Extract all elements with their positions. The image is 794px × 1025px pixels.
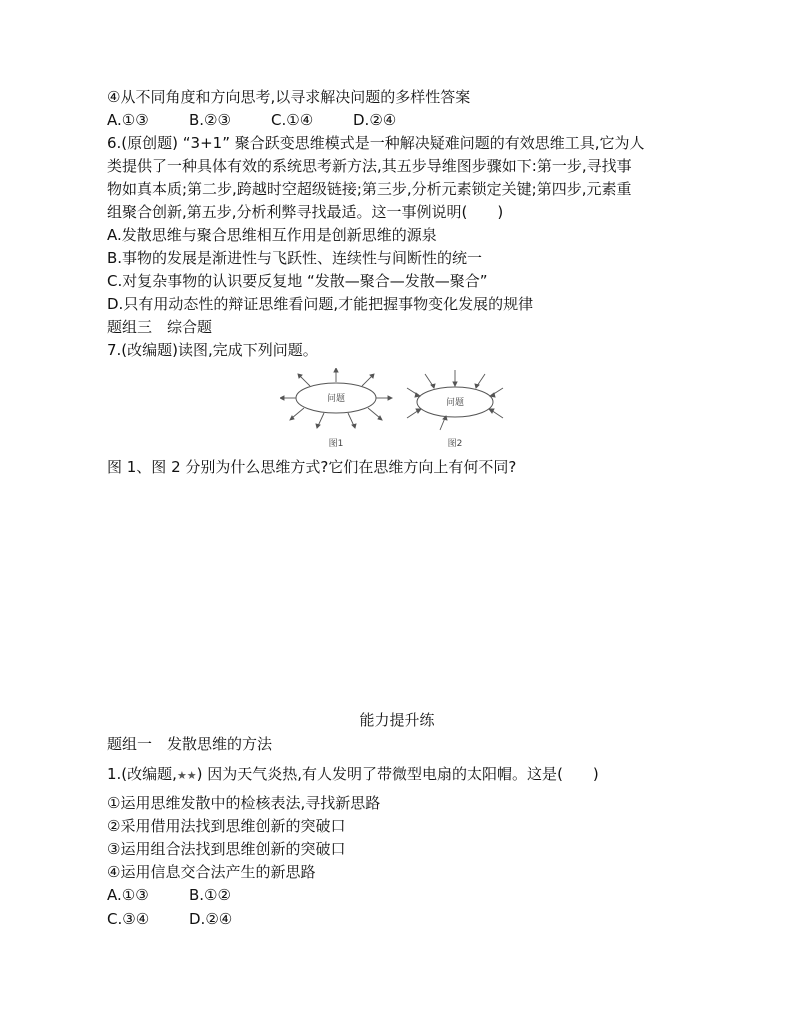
q1-item-2: ②采用借用法找到思维创新的突破口 <box>107 817 346 835</box>
q1-option-a: A.①③ <box>107 886 149 904</box>
option-b: B.②③ <box>189 111 231 129</box>
answer-options-row <box>107 109 396 131</box>
option-a: A.①③ <box>107 111 149 129</box>
q1-stem-post: ) 因为天气炎热,有人发明了带微型电扇的太阳帽。这是( ) <box>196 765 599 783</box>
q7-stem: 7.(改编题)读图,完成下列问题。 <box>107 341 318 359</box>
group3-heading: 题组三 综合题 <box>107 318 213 336</box>
q7-figures <box>280 368 520 454</box>
q6-option-d: D.只有用动态性的辩证思维看问题,才能把握事物变化发展的规律 <box>107 295 534 313</box>
section-title: 能力提升练 <box>359 711 435 729</box>
option-d: D.②④ <box>353 111 397 129</box>
q6-line-1: 6.(原创题) “3+1” 聚合跃变思维模式是一种解决疑难问题的有效思维工具,它为人 <box>107 134 645 152</box>
q1-options-row-1 <box>107 884 231 906</box>
fig2-caption: 图2 <box>447 439 463 449</box>
fig1-caption: 图1 <box>328 439 344 449</box>
fig1-label: 问题 <box>326 394 346 404</box>
q1-option-d: D.②④ <box>189 910 233 928</box>
q6-line-3: 物如真本质;第二步,跨越时空超级链接;第三步,分析元素锁定关键;第四步,元素重 <box>107 180 632 198</box>
q1-option-b: B.①② <box>189 886 231 904</box>
q1-stem <box>107 763 599 787</box>
q6-option-c: C.对复杂事物的认识要反复地 “发散—聚合—发散—聚合” <box>107 272 488 290</box>
star-icon: ★★ <box>176 769 197 782</box>
option-c: C.①④ <box>271 111 314 129</box>
figure-1-divergent <box>280 368 392 449</box>
figure-2-convergent <box>407 370 503 449</box>
fig2-label: 问题 <box>445 398 465 408</box>
q1-item-4: ④运用信息交合法产生的新思路 <box>107 863 316 881</box>
group1-heading: 题组一 发散思维的方法 <box>107 735 273 753</box>
q6-line-4: 组聚合创新,第五步,分析利弊寻找最适。这一事例说明( ) <box>107 203 504 221</box>
q1-item-1: ①运用思维发散中的检核表法,寻找新思路 <box>107 794 381 812</box>
q6-option-b: B.事物的发展是渐进性与飞跃性、连续性与间断性的统一 <box>107 249 483 267</box>
q7-question: 图 1、图 2 分别为什么思维方式?它们在思维方向上有何不同? <box>107 458 517 476</box>
q1-option-c: C.③④ <box>107 910 150 928</box>
q6-line-2: 类提供了一种具体有效的系统思考新方法,其五步导维图步骤如下:第一步,寻找事 <box>107 157 632 175</box>
q1-item-3: ③运用组合法找到思维创新的突破口 <box>107 840 346 858</box>
q1-stem-pre: 1.(改编题, <box>107 765 177 783</box>
option-statement-4: ④从不同角度和方向思考,以寻求解决问题的多样性答案 <box>107 88 471 106</box>
q1-options-row-2 <box>107 908 232 930</box>
q6-option-a: A.发散思维与聚合思维相互作用是创新思维的源泉 <box>107 226 437 244</box>
